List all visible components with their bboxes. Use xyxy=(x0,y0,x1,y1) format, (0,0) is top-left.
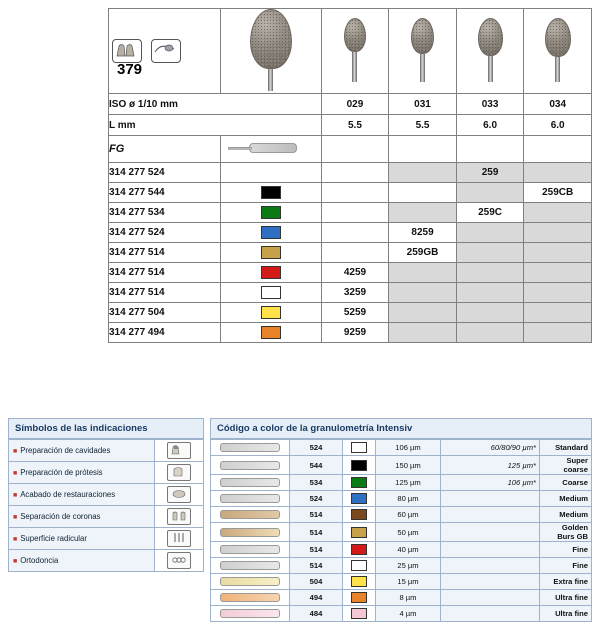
prosthesis-prep-icon xyxy=(155,462,204,484)
table-row xyxy=(211,491,592,507)
gran-num-10: 484 xyxy=(290,606,343,622)
gran-name-10: Ultra fine xyxy=(540,606,592,622)
bur-large-illustration xyxy=(220,9,321,94)
shank-blank-1 xyxy=(389,136,457,163)
gran-name-9: Ultra fine xyxy=(540,590,592,606)
gran-std-6 xyxy=(441,542,540,558)
color-swatch-8 xyxy=(220,323,321,343)
bur-illustration-034 xyxy=(524,9,592,94)
gran-name-5: Golden Burs GB xyxy=(540,523,592,542)
variant-8-0: 9259 xyxy=(321,323,389,343)
color-swatch-4 xyxy=(220,243,321,263)
gran-color-9 xyxy=(343,590,376,606)
bur-icon xyxy=(211,475,290,491)
iso-label: ISO ø 1/10 mm xyxy=(109,94,322,115)
variant-0-2: 259 xyxy=(456,163,524,183)
ref-code-1: 314 277 544 xyxy=(109,183,221,203)
color-swatch-3 xyxy=(220,223,321,243)
bur-icon xyxy=(211,456,290,475)
gran-std-1: 125 µm* xyxy=(441,456,540,475)
variant-3-1: 8259 xyxy=(389,223,457,243)
gran-num-2: 534 xyxy=(290,475,343,491)
gran-um-0: 106 µm xyxy=(376,440,441,456)
bur-icon xyxy=(211,590,290,606)
iso-value-3: 034 xyxy=(524,94,592,115)
variant-0-0 xyxy=(321,163,389,183)
table-row xyxy=(109,163,592,183)
table-row xyxy=(211,456,592,475)
color-swatch-7 xyxy=(220,303,321,323)
gran-std-5 xyxy=(441,523,540,542)
variant-6-3 xyxy=(524,283,592,303)
shank-blank-0 xyxy=(321,136,389,163)
gran-um-10: 4 µm xyxy=(376,606,441,622)
variant-3-2 xyxy=(456,223,524,243)
gran-name-1: Super coarse xyxy=(540,456,592,475)
granulometry-panel-title: Código a color de la granulometría Intensiv xyxy=(210,418,592,439)
table-row xyxy=(211,542,592,558)
table-row xyxy=(211,606,592,622)
orthodontics-icon xyxy=(155,550,204,572)
table-row xyxy=(211,440,592,456)
table-row xyxy=(211,574,592,590)
shank-illustration xyxy=(220,136,321,163)
table-row xyxy=(211,475,592,491)
product-specification-table xyxy=(108,8,592,343)
shank-blank-2 xyxy=(456,136,524,163)
gran-color-3 xyxy=(343,491,376,507)
variant-0-1 xyxy=(389,163,457,183)
variant-3-3 xyxy=(524,223,592,243)
bur-icon xyxy=(211,558,290,574)
variant-1-0 xyxy=(321,183,389,203)
symbol-label-3: Separación de coronas xyxy=(20,512,101,521)
gran-color-5 xyxy=(343,523,376,542)
bullet-icon: ■ xyxy=(13,536,18,543)
table-row xyxy=(109,243,592,263)
variant-7-1 xyxy=(389,303,457,323)
gran-num-4: 514 xyxy=(290,507,343,523)
indication-icons-cell xyxy=(109,9,221,94)
variant-4-1: 259GB xyxy=(389,243,457,263)
table-row xyxy=(109,323,592,343)
gran-num-8: 504 xyxy=(290,574,343,590)
variant-0-3 xyxy=(524,163,592,183)
ref-code-0: 314 277 524 xyxy=(109,163,221,183)
gran-name-0: Standard xyxy=(540,440,592,456)
length-value-2: 6.0 xyxy=(456,115,524,136)
variant-7-0: 5259 xyxy=(321,303,389,323)
variant-3-0 xyxy=(321,223,389,243)
bullet-icon: ■ xyxy=(13,492,18,499)
gran-um-5: 50 µm xyxy=(376,523,441,542)
shank-label: FG xyxy=(109,136,221,163)
bullet-icon: ■ xyxy=(13,558,18,565)
gran-std-9 xyxy=(441,590,540,606)
bullet-icon: ■ xyxy=(13,514,18,521)
ref-code-7: 314 277 504 xyxy=(109,303,221,323)
gran-name-2: Coarse xyxy=(540,475,592,491)
ref-code-6: 314 277 514 xyxy=(109,283,221,303)
gran-num-3: 524 xyxy=(290,491,343,507)
bur-illustration-031 xyxy=(389,9,457,94)
bur-illustration-033 xyxy=(456,9,524,94)
variant-1-3: 259CB xyxy=(524,183,592,203)
color-swatch-5 xyxy=(220,263,321,283)
symbol-label-4: Superficie radicular xyxy=(20,534,87,543)
variant-7-3 xyxy=(524,303,592,323)
gran-name-8: Extra fine xyxy=(540,574,592,590)
length-row xyxy=(109,115,592,136)
variant-5-0: 4259 xyxy=(321,263,389,283)
root-surface-icon xyxy=(155,528,204,550)
variant-6-0: 3259 xyxy=(321,283,389,303)
product-code: 379 xyxy=(117,61,143,78)
gran-color-10 xyxy=(343,606,376,622)
gran-std-4 xyxy=(441,507,540,523)
variant-8-3 xyxy=(524,323,592,343)
bur-icon xyxy=(211,542,290,558)
gran-num-5: 514 xyxy=(290,523,343,542)
list-item xyxy=(9,506,204,528)
gran-color-6 xyxy=(343,542,376,558)
shape-icon xyxy=(112,39,142,63)
variant-2-0 xyxy=(321,203,389,223)
ref-code-8: 314 277 494 xyxy=(109,323,221,343)
crown-separation-icon xyxy=(155,506,204,528)
length-value-0: 5.5 xyxy=(321,115,389,136)
variant-4-0 xyxy=(321,243,389,263)
color-swatch-1 xyxy=(220,183,321,203)
length-value-3: 6.0 xyxy=(524,115,592,136)
gran-name-7: Fine xyxy=(540,558,592,574)
gran-std-8 xyxy=(441,574,540,590)
symbols-panel xyxy=(8,418,204,572)
iso-diameter-row xyxy=(109,94,592,115)
gran-color-2 xyxy=(343,475,376,491)
table-row xyxy=(109,263,592,283)
list-item xyxy=(9,440,204,462)
table-row xyxy=(109,203,592,223)
bur-icon xyxy=(211,523,290,542)
bullet-icon: ■ xyxy=(13,470,18,477)
variant-1-1 xyxy=(389,183,457,203)
gran-color-0 xyxy=(343,440,376,456)
list-item xyxy=(9,550,204,572)
symbol-label-5: Ortodoncia xyxy=(20,556,59,565)
gran-color-4 xyxy=(343,507,376,523)
gran-um-2: 125 µm xyxy=(376,475,441,491)
gran-name-4: Medium xyxy=(540,507,592,523)
variant-8-1 xyxy=(389,323,457,343)
bur-icon xyxy=(211,440,290,456)
table-row xyxy=(211,590,592,606)
length-label: L mm xyxy=(109,115,322,136)
bur-icon xyxy=(211,491,290,507)
variant-2-2: 259C xyxy=(456,203,524,223)
gran-num-9: 494 xyxy=(290,590,343,606)
restoration-finish-icon xyxy=(155,484,204,506)
symbol-label-0: Preparación de cavidades xyxy=(20,446,111,455)
table-row xyxy=(109,283,592,303)
gran-name-6: Fine xyxy=(540,542,592,558)
variant-2-3 xyxy=(524,203,592,223)
gran-um-6: 40 µm xyxy=(376,542,441,558)
bur-icon xyxy=(211,507,290,523)
variant-1-2 xyxy=(456,183,524,203)
gran-um-9: 8 µm xyxy=(376,590,441,606)
bullet-icon: ■ xyxy=(13,448,18,455)
shank-row xyxy=(109,136,592,163)
symbol-label-2: Acabado de restauraciones xyxy=(20,490,116,499)
ref-code-2: 314 277 534 xyxy=(109,203,221,223)
bur-icon xyxy=(211,606,290,622)
symbols-panel-title: Símbolos de las indicaciones xyxy=(8,418,204,439)
color-swatch-6 xyxy=(220,283,321,303)
gran-um-7: 25 µm xyxy=(376,558,441,574)
gran-color-1 xyxy=(343,456,376,475)
gran-color-7 xyxy=(343,558,376,574)
bur-illustration-029 xyxy=(321,9,389,94)
list-item xyxy=(9,462,204,484)
variant-5-1 xyxy=(389,263,457,283)
variant-4-3 xyxy=(524,243,592,263)
gran-std-7 xyxy=(441,558,540,574)
iso-value-1: 031 xyxy=(389,94,457,115)
bur-icon xyxy=(211,574,290,590)
color-swatch-2 xyxy=(220,203,321,223)
iso-value-2: 033 xyxy=(456,94,524,115)
ref-code-5: 314 277 514 xyxy=(109,263,221,283)
gran-std-10 xyxy=(441,606,540,622)
color-swatch-0 xyxy=(220,163,321,183)
gran-std-0: 60/80/90 µm* xyxy=(441,440,540,456)
variant-6-1 xyxy=(389,283,457,303)
variant-5-3 xyxy=(524,263,592,283)
length-value-1: 5.5 xyxy=(389,115,457,136)
gran-name-3: Medium xyxy=(540,491,592,507)
gran-num-0: 524 xyxy=(290,440,343,456)
variant-4-2 xyxy=(456,243,524,263)
gran-std-3 xyxy=(441,491,540,507)
gran-um-4: 60 µm xyxy=(376,507,441,523)
table-row xyxy=(211,523,592,542)
gran-num-6: 514 xyxy=(290,542,343,558)
cavity-prep-icon xyxy=(155,440,204,462)
list-item xyxy=(9,484,204,506)
table-row xyxy=(211,558,592,574)
gran-um-8: 15 µm xyxy=(376,574,441,590)
table-row xyxy=(109,303,592,323)
gran-std-2: 106 µm* xyxy=(441,475,540,491)
variant-7-2 xyxy=(456,303,524,323)
gran-num-1: 544 xyxy=(290,456,343,475)
granulometry-panel xyxy=(210,418,592,622)
variant-6-2 xyxy=(456,283,524,303)
gran-color-8 xyxy=(343,574,376,590)
table-row xyxy=(109,183,592,203)
iso-value-0: 029 xyxy=(321,94,389,115)
table-row xyxy=(109,223,592,243)
symbol-label-1: Preparación de prótesis xyxy=(20,468,103,477)
variant-8-2 xyxy=(456,323,524,343)
ref-code-4: 314 277 514 xyxy=(109,243,221,263)
ref-code-3: 314 277 524 xyxy=(109,223,221,243)
gran-um-1: 150 µm xyxy=(376,456,441,475)
variant-2-1 xyxy=(389,203,457,223)
gran-num-7: 514 xyxy=(290,558,343,574)
tool-icon xyxy=(151,39,181,63)
shank-blank-3 xyxy=(524,136,592,163)
table-row xyxy=(211,507,592,523)
variant-5-2 xyxy=(456,263,524,283)
list-item xyxy=(9,528,204,550)
gran-um-3: 80 µm xyxy=(376,491,441,507)
bur-illustration-row xyxy=(109,9,592,94)
